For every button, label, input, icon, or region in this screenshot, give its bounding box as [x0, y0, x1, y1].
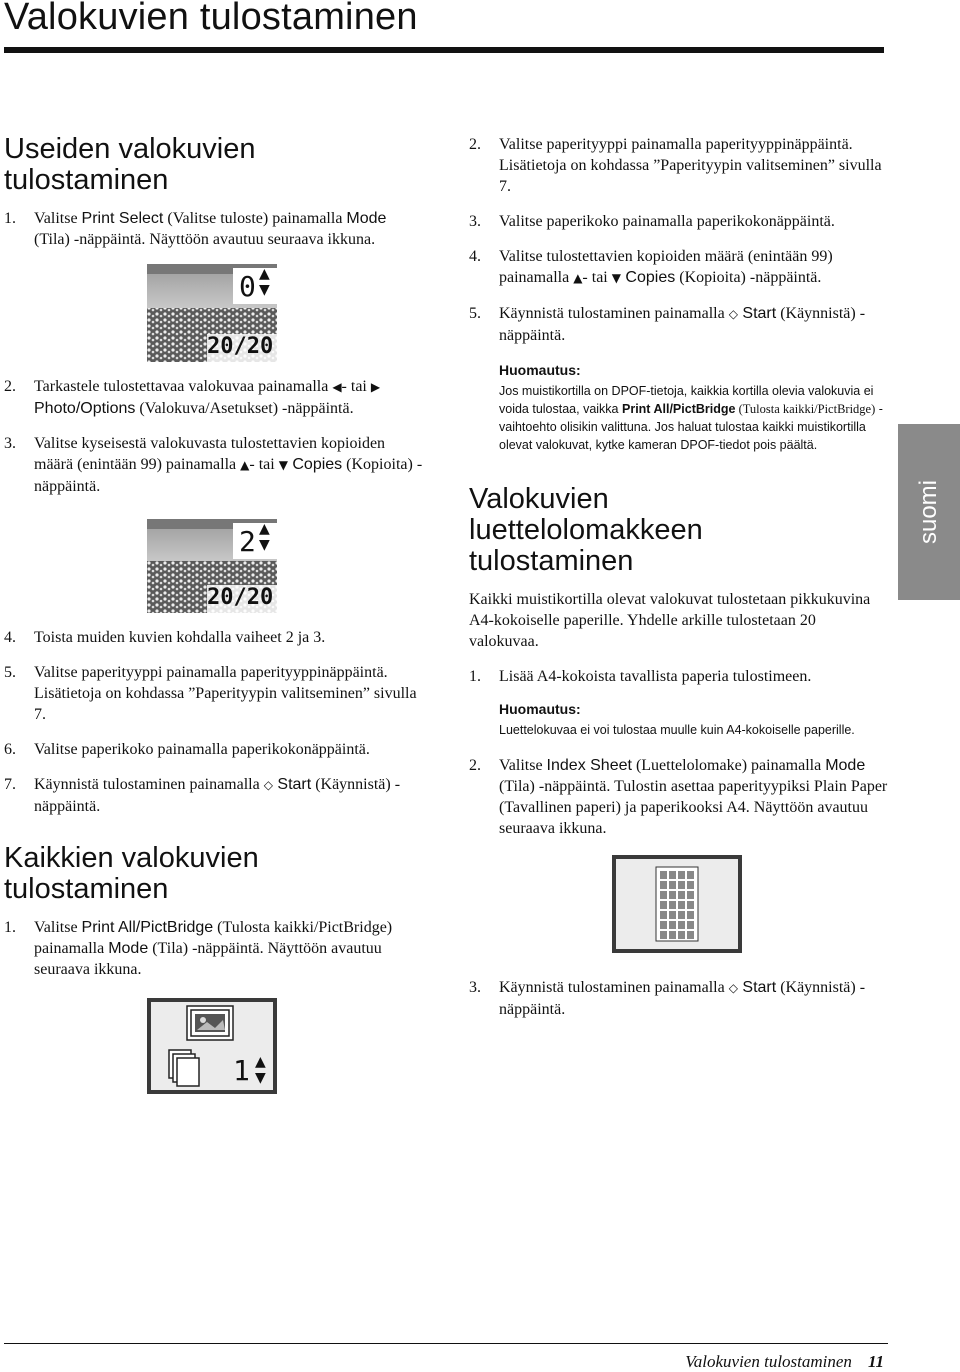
step-3-paper-size: 3. Valitse paperikoko painamalla paperikokonäppäintä. [469, 213, 835, 230]
step-6-paper-size: 6. Valitse paperikoko painamalla paperikokonäppäintä. [4, 741, 370, 758]
index-thumbnail [687, 911, 694, 919]
photo-counter: 20/20 [207, 334, 274, 359]
index-thumbnail [669, 901, 676, 909]
index-thumbnail [687, 901, 694, 909]
copies-key: Copies [287, 456, 343, 473]
left-arrow-icon: ◀ [332, 380, 342, 394]
index-thumbnail [660, 871, 667, 879]
index-thumbnail [660, 931, 667, 939]
section-title-multiple: Useiden valokuvien tulostaminen [4, 133, 256, 196]
index-thumbnail [687, 931, 694, 939]
step-2-browse: 2. Tarkastele tulostettavaa valokuvaa painamalla ◀- tai ▶ Photo/Options (Valokuva/Asetukset) -näppäintä. [4, 378, 381, 417]
down-arrow-icon: ▼ [278, 458, 288, 472]
footer-rule [4, 1343, 888, 1344]
note-a4: Huomautus: Luettelokuvaa ei voi tulostaa muulle kuin A4-kokoiselle paperille. [499, 701, 889, 739]
step-4-copies: 4. Valitse tulostettavien kopioiden määrä (enintään 99) painamalla ▲- tai ▼ Copies (Kopioita) -näppäintä. [469, 248, 833, 286]
step-7-start: 7. Käynnistä tulostaminen painamalla ◇ Start (Käynnistä) -näppäintä. [4, 776, 401, 815]
index-sheet-key: Index Sheet [546, 757, 632, 774]
index-intro: Kaikki muistikortilla olevat valokuvat tulostetaan pikkukuvina A4-kokoiselle paperille. Yhdelle arkille tulostetaan 20 valokuvaa. [469, 591, 871, 650]
right-column [469, 134, 889, 1034]
up-arrow-icon: ▲ [573, 271, 583, 285]
copies-stack-icon [169, 1050, 199, 1086]
lcd-screen-photo-select [147, 264, 277, 362]
page-number: 11 [867, 1352, 884, 1371]
lcd-screen-copies [147, 519, 277, 613]
page-footer [685, 1352, 884, 1372]
index-thumbnail [669, 911, 676, 919]
start-key: Start [272, 776, 312, 793]
left-column [4, 134, 424, 1108]
step-2-paper-type: 2. Valitse paperityyppi painamalla paperityyppinäppäintä. Lisätietoja on kohdassa ”Paperityypin valitseminen” sivulla 7. [469, 136, 882, 195]
index-thumbnail [660, 891, 667, 899]
index-thumbnail [687, 881, 694, 889]
start-diamond-icon: ◇ [728, 981, 738, 995]
index-thumbnail [669, 871, 676, 879]
start-diamond-icon: ◇ [263, 778, 273, 792]
copies-up-down-icon: ▲ ▼ [259, 266, 270, 298]
index-thumbnail [678, 921, 685, 929]
index-thumbnail [660, 911, 667, 919]
start-key: Start [737, 979, 777, 996]
index-thumbnail [687, 921, 694, 929]
index-thumbnail [678, 881, 685, 889]
step-5-start: 5. Käynnistä tulostaminen painamalla ◇ Start (Käynnistä) -näppäintä. [469, 305, 866, 344]
step-5-paper-type: 5. Valitse paperityyppi painamalla paperityyppinäppäintä. Lisätietoja on kohdassa ”Paperityypin valitseminen” sivulla 7. [4, 664, 417, 723]
lcd-screen-print-all [147, 998, 277, 1094]
index-thumbnail [660, 881, 667, 889]
lcd-screen-index-sheet [612, 855, 742, 953]
copies-count: 1 [233, 1054, 250, 1087]
down-arrow-icon: ▼ [611, 271, 621, 285]
index-thumbnail [678, 891, 685, 899]
index-thumbnail [678, 911, 685, 919]
copies-key: Copies [620, 269, 676, 286]
step-2-index-sheet: 2. Valitse Index Sheet (Luettelolomake) painamalla Mode (Tila) -näppäintä. Tulostin asettaa paperityypiksi Plain Paper (Tavallinen paperi) ja paperikooksi A4. Näyttöön avautuu seuraava ikkuna. [469, 757, 888, 837]
index-thumbnail [678, 931, 685, 939]
index-thumbnail [678, 871, 685, 879]
section-title-index: Valokuvien luettelolomakkeen tulostaminen [469, 483, 703, 577]
note-title: Huomautus: [499, 362, 581, 378]
mode-key: Mode [825, 757, 866, 774]
footer-section: Valokuvien tulostaminen [685, 1352, 852, 1371]
photo-counter: 20/20 [207, 585, 274, 610]
start-diamond-icon: ◇ [728, 307, 738, 321]
mode-key: Mode [346, 210, 387, 227]
index-sheet-icon [656, 867, 698, 941]
copies-up-down-icon: ▲ ▼ [255, 1054, 266, 1086]
start-key: Start [737, 305, 777, 322]
index-thumbnail [687, 891, 694, 899]
index-thumbnail [660, 921, 667, 929]
print-all-key: Print All/PictBridge [81, 919, 214, 936]
step-3-start: 3. Käynnistä tulostaminen painamalla ◇ Start (Käynnistä) -näppäintä. [469, 979, 866, 1018]
index-thumbnail [669, 931, 676, 939]
step-1-print-all: 1. Valitse Print All/PictBridge (Tulosta kaikki/PictBridge) painamalla Mode (Tila) -näppäintä. Näyttöön avautuu seuraava ikkuna. [4, 919, 393, 978]
step-3-copies: 3. Valitse kyseisestä valokuvasta tulostettavien kopioiden määrä (enintään 99) painamalla ▲- tai ▼ Copies (Kopioita) -näppäintä. [4, 435, 423, 495]
step-1-load-paper: 1. Lisää A4-kokoista tavallista paperia tulostimeen. [469, 668, 812, 685]
page-title: Valokuvien tulostaminen [4, 0, 418, 38]
title-rule [4, 47, 884, 53]
right-arrow-icon: ▶ [370, 380, 381, 394]
index-thumbnail [660, 901, 667, 909]
section-title-all: Kaikkien valokuvien tulostaminen [4, 842, 259, 905]
language-tab-label: suomi [915, 479, 942, 545]
index-thumbnail [687, 871, 694, 879]
print-all-key: Print All/PictBridge [622, 402, 736, 416]
index-thumbnail [678, 901, 685, 909]
print-select-key: Print Select [81, 210, 164, 227]
note-title: Huomautus: [499, 701, 581, 717]
copies-count: 2 [239, 525, 256, 558]
index-thumbnail [669, 881, 676, 889]
language-tab [898, 424, 960, 600]
up-arrow-icon: ▲ [240, 458, 250, 472]
index-thumbnail [669, 891, 676, 899]
step-4-repeat: 4. Toista muiden kuvien kohdalla vaiheet 2 ja 3. [4, 629, 326, 646]
photo-options-key: Photo/Options [34, 400, 136, 417]
copies-count: 0 [239, 270, 256, 303]
note-dpof: Huomautus: Jos muistikortilla on DPOF-tietoja, kaikkia kortilla olevia valokuvia ei voida tulostaa, vaikka Print All/PictBridge (Tulosta kaikki/PictBridge) -vaihtoehto olisikin valittuna. Jos haluat tulostaa kaikki muistikortilla olevat valokuvat, kytke kameran DPOF-tiedot pois päältä. [499, 362, 889, 454]
copies-up-down-icon: ▲ ▼ [259, 521, 270, 553]
photo-stack-icon [187, 1006, 233, 1040]
mode-key: Mode [108, 940, 149, 957]
index-thumbnail [669, 921, 676, 929]
step-1-select: 1. Valitse Print Select (Valitse tuloste) painamalla Mode (Tila) -näppäintä. Näyttöön avautuu seuraava ikkuna. [4, 210, 387, 248]
